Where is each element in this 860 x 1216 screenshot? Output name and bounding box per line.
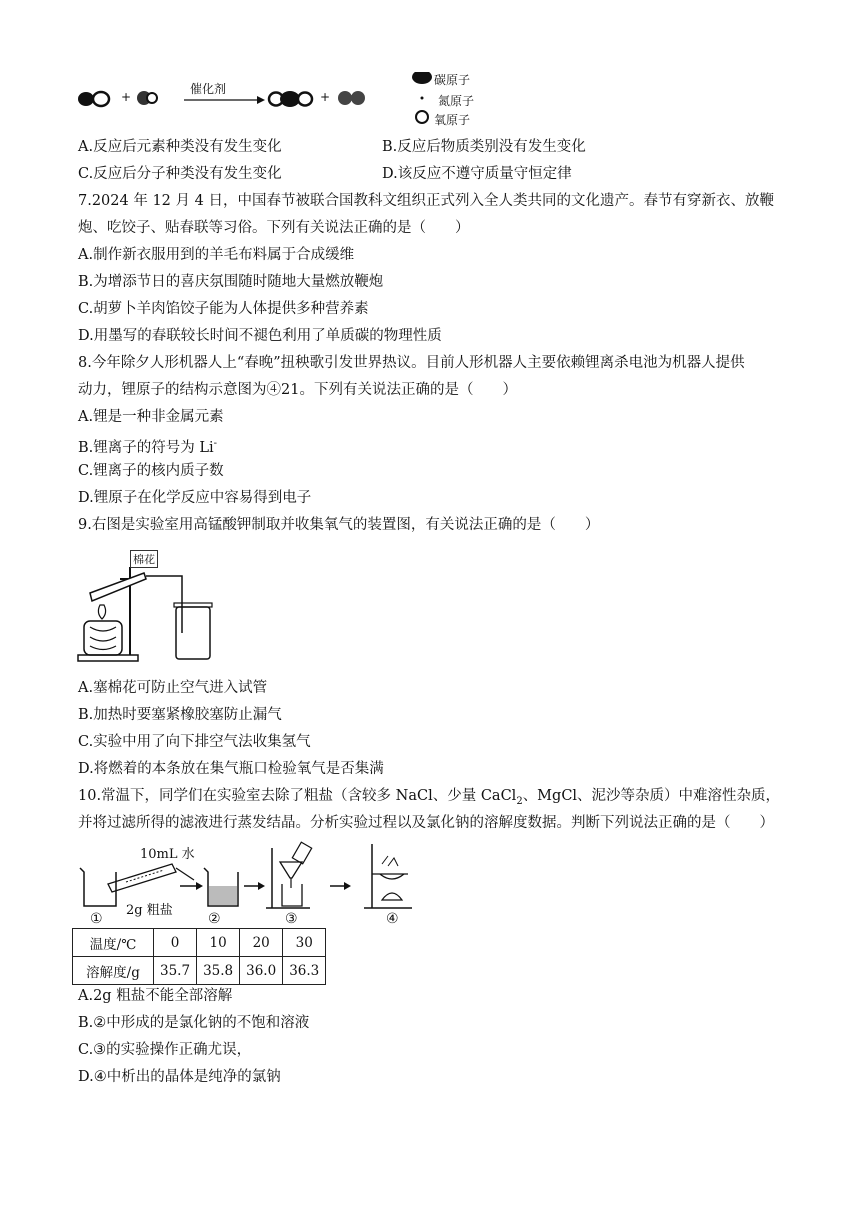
- legend-carbon: 碳原子: [434, 73, 471, 87]
- table-cell: 30: [283, 929, 326, 957]
- q10-stem-line-1-part-a: 10.常温下，同学们在实验室去除了粗盐（含较多 NaCl、少量 CaCl: [78, 788, 517, 804]
- step-3-label: ③: [285, 911, 298, 927]
- q9-option-a: A.塞棉花可防止空气进入试管: [78, 680, 268, 696]
- q8-option-a: A.锂是一种非金属元素: [78, 409, 224, 425]
- q10-stem-line-2: 并将过滤所得的滤液进行蒸发结晶。分析实验过程以及氯化钠的溶解度数据。判断下列说法正确的是（ ）: [78, 815, 774, 831]
- q10-option-b: B.②中形成的是氯化钠的不饱和溶液: [78, 1015, 310, 1031]
- q8-option-b: [78, 434, 217, 458]
- q8-stem-line-2: 动力，锂原子的结构示意图为④21。下列有关说法正确的是（ ）: [78, 382, 517, 398]
- q7-option-a: A.制作新衣服用到的羊毛布料属于合成缓维: [78, 247, 355, 263]
- cotton-label: 棉花: [130, 550, 158, 568]
- table-header-cell: 温度/℃: [73, 929, 154, 957]
- q7-option-b: B.为增添节日的喜庆氛围随时随地大量燃放鞭炮: [78, 274, 384, 290]
- q8-option-b-charge: -: [213, 438, 218, 449]
- table-cell: 36.3: [283, 957, 326, 985]
- table-cell: 35.7: [154, 957, 197, 985]
- q7-stem-line-2: 炮、吃饺子、贴春联等习俗。下列有关说法正确的是（ ）: [78, 220, 470, 236]
- q9-option-d: D.将燃着的本条放在集气瓶口检验氧气是否集满: [78, 761, 384, 777]
- reaction-plus-1: +: [121, 90, 132, 104]
- q10-stem-line-1-subscript: 2: [516, 795, 523, 807]
- reaction-diagram: [72, 72, 475, 124]
- q10-option-c: C.③的实验操作正确尤误，: [78, 1042, 252, 1058]
- step-4-label: ④: [386, 911, 399, 927]
- q6-option-b: B.反应后物质类别没有发生变化: [382, 139, 586, 155]
- step-2-label: ②: [208, 911, 221, 927]
- table-cell: 20: [240, 929, 283, 957]
- q8-stem-line-1: 8.今年除夕人形机器人上“春晚”扭秧歌引发世界热议。目前人形机器人主要依赖锂离杀电池为机器人提供: [78, 355, 745, 371]
- solubility-table: [72, 928, 326, 985]
- legend-nitrogen: 氮原子: [438, 94, 475, 108]
- q7-option-d: D.用墨写的春联较长时间不褪色利用了单质碳的物理性质: [78, 328, 442, 344]
- step-1-label: ①: [90, 911, 103, 927]
- water-label: 10mL 水: [140, 847, 195, 862]
- q7-option-c: C.胡萝卜羊肉馅饺子能为人体提供多种营养素: [78, 301, 369, 317]
- legend-oxygen: 氧原子: [434, 113, 471, 127]
- q6-option-d: D.该反应不遵守质量守恒定律: [382, 166, 572, 182]
- q9-option-c: C.实验中用了向下排空气法收集氢气: [78, 734, 311, 750]
- table-cell: 10: [197, 929, 240, 957]
- q7-stem-line-1: 7.2024 年 12 月 4 日，中国春节被联合国教科文组织正式列入全人类共同的文化遗产。春节有穿新衣、放鞭: [78, 193, 774, 209]
- table-cell: 35.8: [197, 957, 240, 985]
- reaction-plus-2: +: [320, 90, 331, 104]
- q8-option-c: C.锂离子的核内质子数: [78, 463, 224, 479]
- table-cell: 0: [154, 929, 197, 957]
- table-row: [73, 929, 326, 957]
- q10-option-a: A.2g 粗盐不能全部溶解: [78, 988, 233, 1004]
- q9-stem: 9.右图是实验室用高锰酸钾制取并收集氧气的装置图，有关说法正确的是（ ）: [78, 517, 600, 533]
- table-cell: 36.0: [240, 957, 283, 985]
- table-header-cell: 溶解度/g: [73, 957, 154, 985]
- q10-stem-line-1-part-b: 、MgCl、泥沙等杂质）中难溶性杂质，: [522, 788, 781, 804]
- q10-option-d: D.④中析出的晶体是纯净的氯钠: [78, 1069, 281, 1085]
- q8-option-b-text: B.锂离子的符号为 Li: [78, 439, 214, 456]
- q9-option-b: B.加热时要塞紧橡胶塞防止漏气: [78, 707, 282, 723]
- table-row: [73, 957, 326, 985]
- q6-option-a: A.反应后元素种类没有发生变化: [78, 139, 282, 155]
- q10-stem-line-1: [78, 786, 780, 812]
- crude-salt-label: 2g 粗盐: [126, 903, 173, 918]
- q6-option-c: C.反应后分子种类没有发生变化: [78, 166, 282, 182]
- catalyst-label: 催化剂: [190, 82, 227, 96]
- q8-option-d: D.锂原子在化学反应中容易得到电子: [78, 490, 312, 506]
